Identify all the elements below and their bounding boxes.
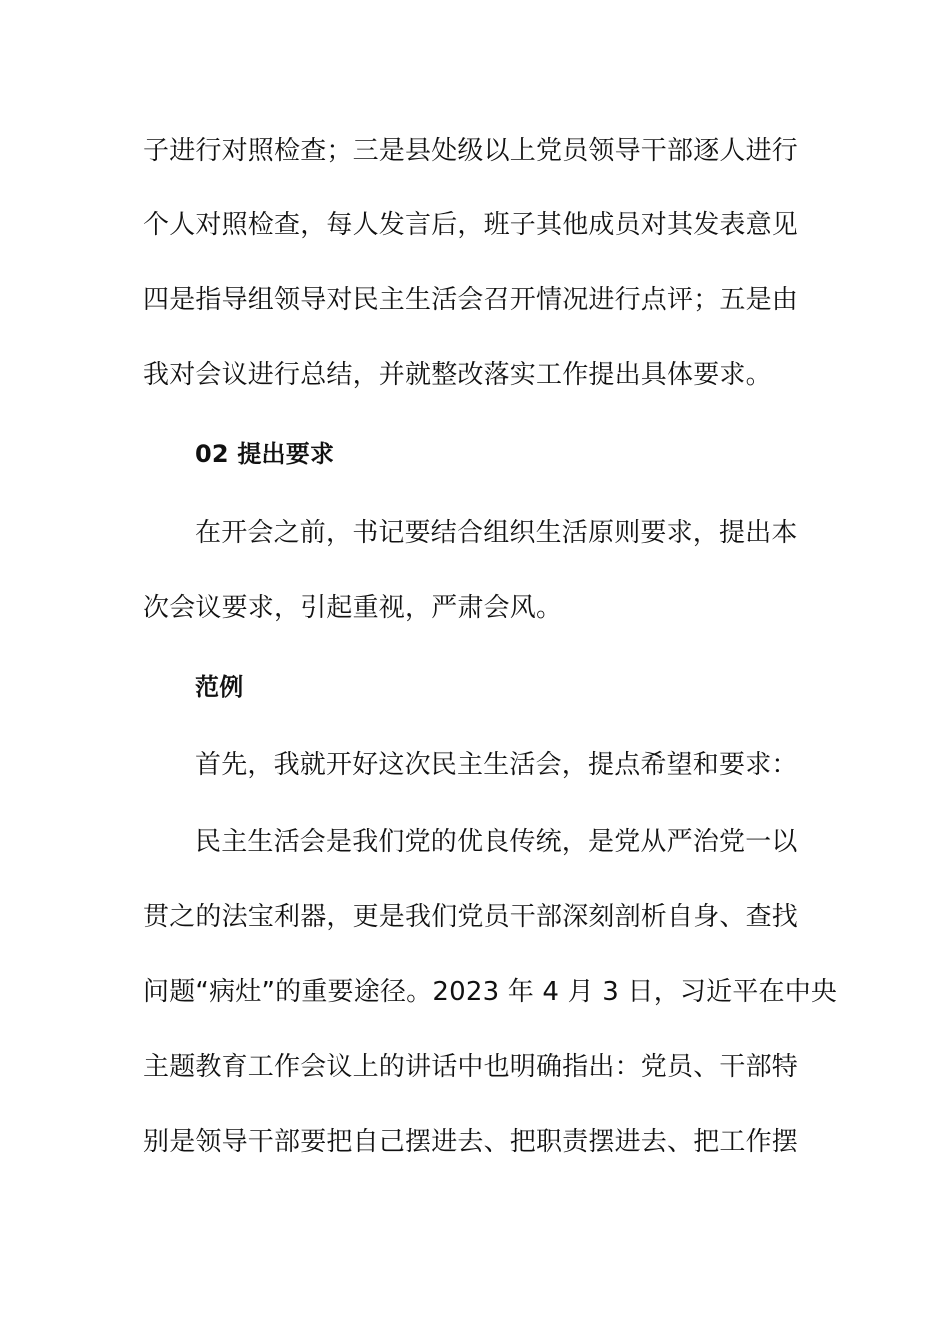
- body-text-line: 个人对照检查，每人发言后，班子其他成员对其发表意见: [143, 210, 799, 240]
- body-text-line: 民主生活会是我们党的优良传统，是党从严治党一以: [195, 827, 798, 857]
- body-text-line: 贯之的法宝利器，更是我们党员干部深刻剖析自身、查找: [143, 902, 799, 932]
- body-text-line: 别是领导干部要把自己摆进去、把职责摆进去、把工作摆: [143, 1127, 799, 1157]
- section-heading: 02 提出要求: [195, 440, 335, 468]
- body-text-line: 次会议要求，引起重视，严肃会风。: [143, 593, 563, 623]
- body-text-line: 首先，我就开好这次民主生活会，提点希望和要求：: [195, 750, 798, 780]
- body-text-line: 我对会议进行总结，并就整改落实工作提出具体要求。: [143, 360, 772, 390]
- body-text-line: 主题教育工作会议上的讲话中也明确指出：党员、干部特: [143, 1052, 799, 1082]
- body-text-line: 问题“病灶”的重要途径。2023 年 4 月 3 日，习近平在中央: [143, 977, 838, 1007]
- body-text-line: 子进行对照检查；三是县处级以上党员领导干部逐人进行: [143, 136, 799, 166]
- body-text-line: 在开会之前，书记要结合组织生活原则要求，提出本: [195, 518, 798, 548]
- example-heading: 范例: [195, 673, 244, 701]
- body-text-line: 四是指导组领导对民主生活会召开情况进行点评；五是由: [143, 285, 799, 315]
